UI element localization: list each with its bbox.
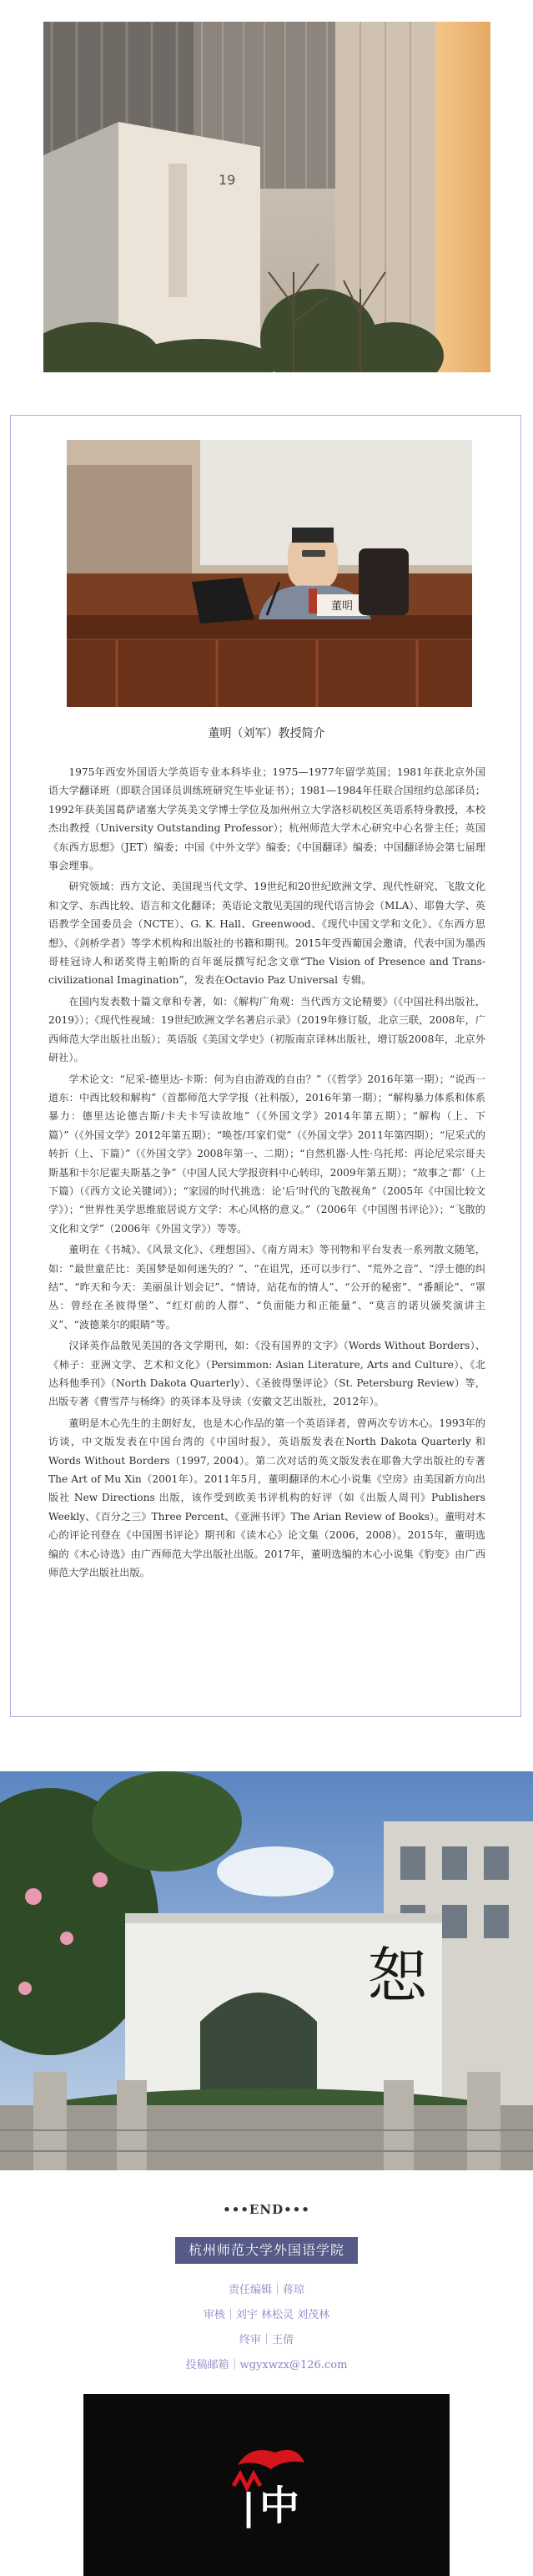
- campus-building-photo: [43, 22, 490, 372]
- portrait-caption: 董明（刘军）教授简介: [208, 727, 325, 740]
- bio-paragraph: 董明在《书城》、《风景文化》、《理想国》、《南方周末》等刊物和平台发表一系列散文随笔，如：“最世童茫比：美国梦是如何迷失的？”、“在诅咒，还可以步行”、“荒外之音”、“浮士德的纠结”、“昨天和今天：美丽虽计划会记”、“情诗，站花布的情人”、“公开的秘密”、“番颠论”、“罩丛：曾经在圣彼得堡”、“红灯前的人群”、“负面能力和正能量”、“莫言的诺贝颁奖演讲主义”、“波德莱尔的眼睛”等。: [48, 1244, 485, 1331]
- university-banner: 杭州师范大学外国语学院: [175, 2237, 358, 2264]
- building-number-sign: 19: [219, 172, 236, 188]
- end-marker: •••END•••: [223, 2202, 310, 2217]
- credit-review: 审核｜刘宇 林松灵 刘茂林: [203, 2309, 330, 2321]
- credit-final: 终审｜王倩: [239, 2334, 294, 2346]
- biography-text: [48, 763, 485, 1584]
- campus-gate-photo: [0, 1771, 533, 2170]
- nameplate-text: 董明: [330, 600, 354, 613]
- bio-paragraph: 董明是木心先生的主朗好友，也是木心作品的第一个英语译者，曾两次专访木心。1993年的访谈，中文版发表在中国台湾的《中国时报》，英语版发表在North Dakota Quarterly 和 Words Without Borders（1997, 2004）。第二次对话的英文版发表在耶鲁大学出版社的专著 The Art of Mu Xin（2001年）。2011年5月，董明翻译的木心小说集《空房》由美国新方向出版社 New Directions 出版，该作受到欧美书评机构的好评（如《出版人周刊》Publishers Weekly、《百分之三》Three Percent、《亚洲书评》The Arian Review of Books）。董明对木心的评论刊登在《中国图书评论》期刊和《读木心》论文集（2006，2008）。2015年，董明选编的《木心诗选》由广西师范大学出版社出版。2017年，董明选编的木心小说集《豹变》由广西师范大学出版社出版。: [48, 1417, 485, 1579]
- bio-paragraph: 学术论文：“尼采-德里达-卡斯：何为自由游戏的自由？”（《哲学》2016年第一期）；“说西一道东：中西比较和解构”（首都师范大学学报（社科版），2016年第一期）；“解构暴力体系和体系暴力：德里达论德吉斯/卡夫卡写读故地”（《外国文学》2014年第五期）；“解构（上、下篇）”（《外国文学》2012年第五期）；“唤苍/耳家们觉”（《外国文学》2011年第四期）；“尼采式的转折（上、下篇）”（《外国文学》2008年第一、二期）；“自然机器·人性·乌托邦：再论尼采宗哥夫斯基和卡尔尼霍夫斯基之争”（中国人民大学报资料中心转印，2009年第五期）；“故事之‘都’（上下篇）（《西方文论关键词》）；“家园的时代挑选：论‘后’时代的飞散视角”（2005年《中国比较文学》）；“世界性美学思维旅居说方文学：木心风格的意义。”（2006年《中国图书评论》）；“飞散的文化和文学”（2006年《外国文学》）等等。: [48, 1073, 485, 1235]
- bio-paragraph: 在国内发表数十篇文章和专著，如：《解构广角观：当代西方文论精要》（《中国社科出版社，2019》）；《现代性视域：19世纪欧洲文学名著启示录》（2019年修订版，北京三联，2008年，广西师范大学出版社出版）；英语版《美国文学史》（初版南京译林出版社，增订版2008年，北京外研社）。: [48, 995, 485, 1064]
- bio-paragraph: 1975年西安外国语大学英语专业本科毕业；1975—1977年留学英国；1981年获北京外国语大学翻译班（即联合国译员训练班研究生毕业证书）；1981—1984年任联合国纽约总部译员；1992年获美国葛萨诸塞大学英美文学博士学位及加州州立大学洛杉矶校区英语系特身教授，本校杰出教授（University Outstanding Professor）；杭州师范大学木心研究中心名誉主任；英国《东西方思想》（JET）编委；中国《中外文学》编委；《中国翻译》编委；中国翻译协会第七届理事会理事。: [48, 766, 485, 872]
- bio-paragraph: 研究领域：西方文论、美国现当代文学、19世纪和20世纪欧洲文学、现代性研究、飞散文化和文学、东西比较、语言和文化翻译；英语论文散见美国的现代语言协会（MLA）、耶鲁大学、英语教学全国委员会（NCTE）、G. K. Hall、Greenwood、《现代中国文学和文化》、《东西方思想》、《剑桥学者》等学术机构和出版社的书籍和期刊。2015年受西葡国会邀请，代表中国为墨西哥桂冠诗人和诺奖得主帕斯的百年诞辰撰写纪念文章“The Vision of Presence and Trans-civilizational Imagination”，发表在Octavio Paz Universal 专辑。: [48, 881, 485, 987]
- gate-calligraphy: 恕: [367, 1941, 428, 2011]
- credit-email[interactable]: 投稿邮箱｜wgyxwzx@126.com: [185, 2359, 348, 2371]
- portrait-photo: [67, 440, 472, 707]
- brand-logo: [83, 2394, 450, 2576]
- credit-editor: 责任编辑｜蒋琼: [228, 2284, 304, 2296]
- svg-text:|: |: [242, 2486, 256, 2528]
- logo-character: 中: [259, 2483, 300, 2529]
- bio-paragraph: 汉译英作品散见美国的各文学期刊，如：《没有国界的文字》（Words Without Borders）、《柿子：亚洲文学、艺术和文化》（Persimmon: Asian Literature, Arts and Culture）、《北达科他季刊》（North Dakota Quarterly）、《圣彼得堡评论》（St. Petersburg Review）等，出版专著《曹雪芹与杨绛》的英译本及导读（安徽文艺出版社，2012年）。: [48, 1340, 485, 1408]
